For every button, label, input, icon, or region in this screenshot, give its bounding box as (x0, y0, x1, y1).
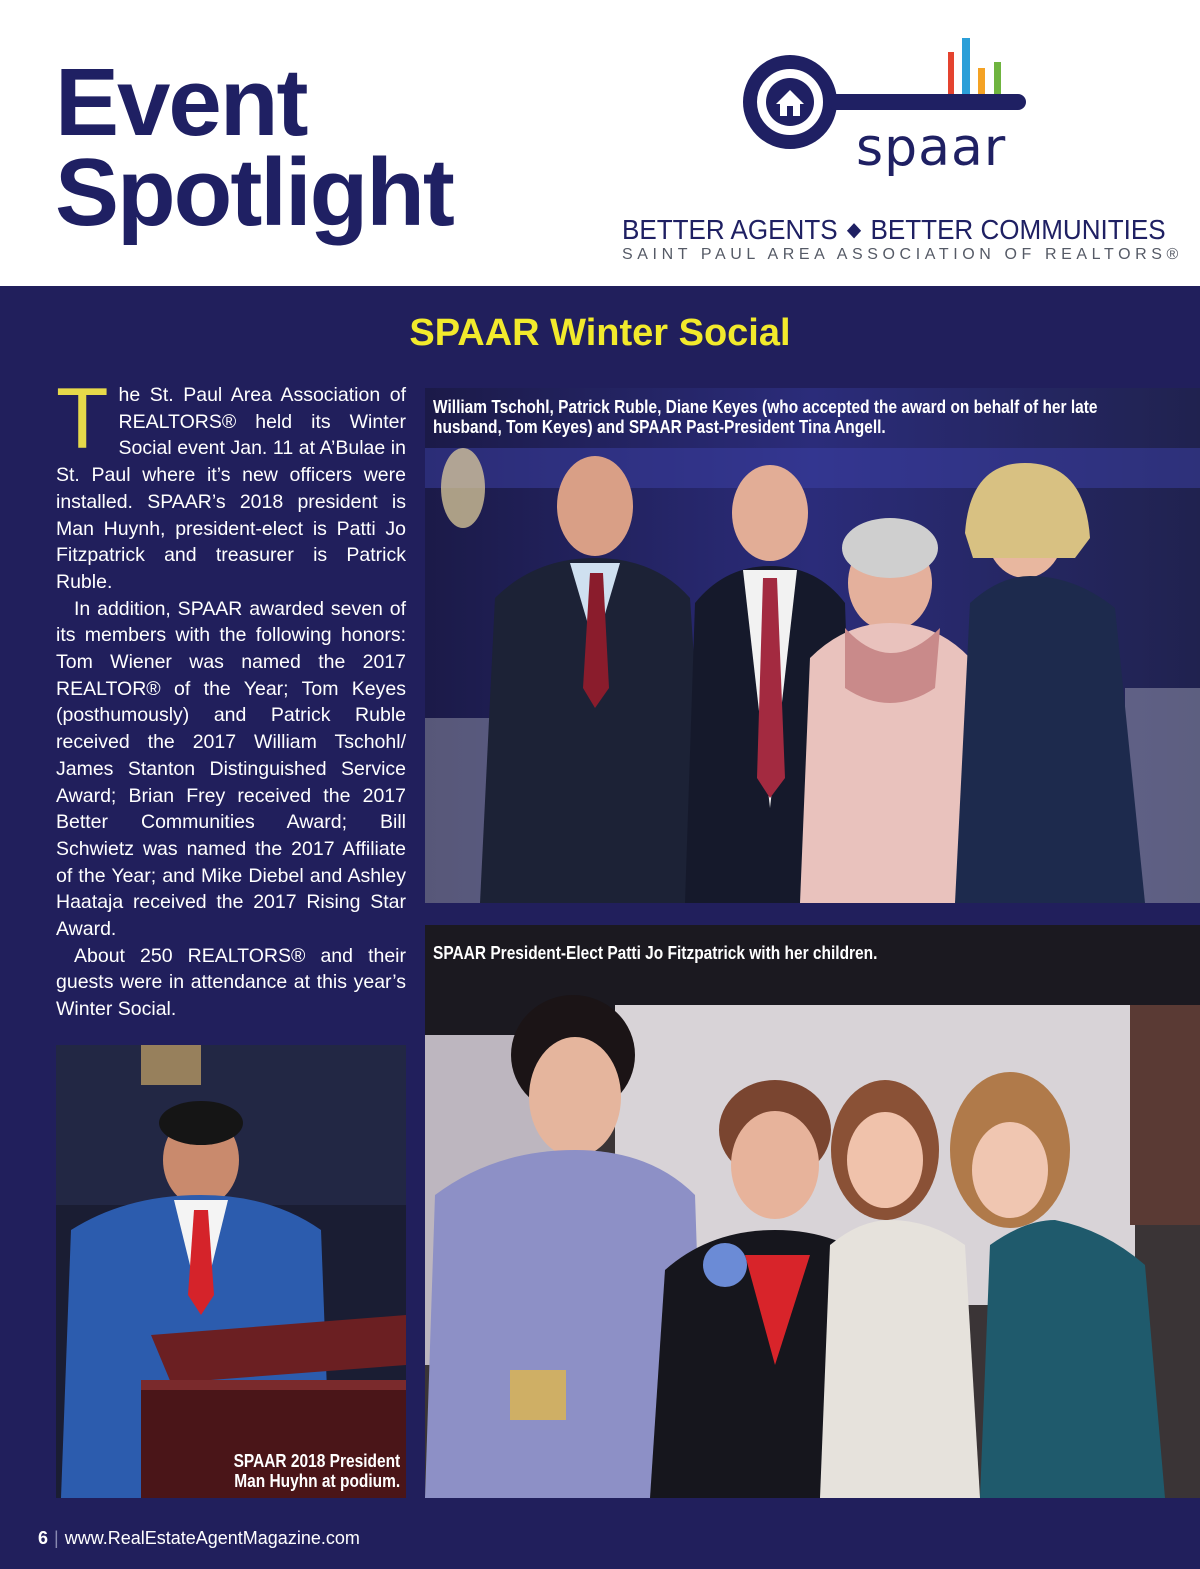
podium-photo-caption (211, 1451, 400, 1491)
section-title: SPAAR Winter Social (409, 312, 791, 354)
drop-cap: T (56, 371, 109, 467)
photo-president-elect-family (425, 925, 1200, 1498)
association-name: SAINT PAUL AREA ASSOCIATION OF REALTORS® (622, 246, 1183, 263)
bottom-photo-caption: SPAAR President-Elect Patti Jo Fitzpatrick with her children. (433, 943, 878, 963)
article-paragraph-1 (56, 371, 406, 596)
podium-caption-line-1: SPAAR 2018 President (233, 1451, 401, 1471)
page-number: 6 (38, 1528, 49, 1548)
page-header (0, 0, 1200, 286)
page-title (55, 49, 453, 246)
tagline-right: BETTER COMMUNITIES (870, 214, 1166, 245)
diamond-icon: ◆ (846, 219, 862, 241)
page-footer (38, 1528, 360, 1549)
article-paragraph-1-text: he St. Paul Area Association of REALTORS® held its Winter Social event Jan. 11 at A’Bulae in St. Paul where it’s new officers were installed. SPAAR’s 2018 president is Man Huynh, president-elect is Patti Jo Fitzpatrick and treasurer is Patrick Ruble. (56, 384, 406, 593)
photo-president-podium (56, 1045, 406, 1498)
footer-url[interactable]: www.RealEstateAgentMagazine.com (64, 1528, 360, 1548)
footer-divider: | (54, 1528, 59, 1548)
article-paragraph-3: About 250 REALTORS® and their guests were in attendance at this year’s Winter Social. (56, 944, 406, 1021)
logo-wordmark: spaar (856, 118, 1007, 178)
photo-award-group (425, 388, 1200, 903)
podium-caption-line-2: Man Huyhn at podium. (234, 1471, 401, 1491)
top-photo-caption: William Tschohl, Patrick Ruble, Diane Keyes (who accepted the award on behalf of her late husband, Tom Keyes) and SPAAR Past-President Tina Angell. (433, 397, 1098, 437)
tagline (622, 214, 1166, 246)
article-body (56, 371, 406, 1023)
page-title-line-2: Spotlight (55, 139, 453, 246)
tagline-left: BETTER AGENTS (622, 214, 838, 245)
page-title-line-1: Event (55, 49, 307, 156)
article-paragraph-2: In addition, SPAAR awarded seven of its members with the following honors: Tom Wiener was named the 2017 REALTOR® of the Year; Tom Keyes (posthumously) and Patrick Ruble received the 2017 William Tschohl/ James Stanton Distinguished Service Award; Brian Frey received the 2017 Better Communities Award; Bill Schwietz was named the 2017 Affiliate of the Year; and Mike Diebel and Ashley Haataja received the 2017 Rising Star Award. (56, 597, 406, 941)
